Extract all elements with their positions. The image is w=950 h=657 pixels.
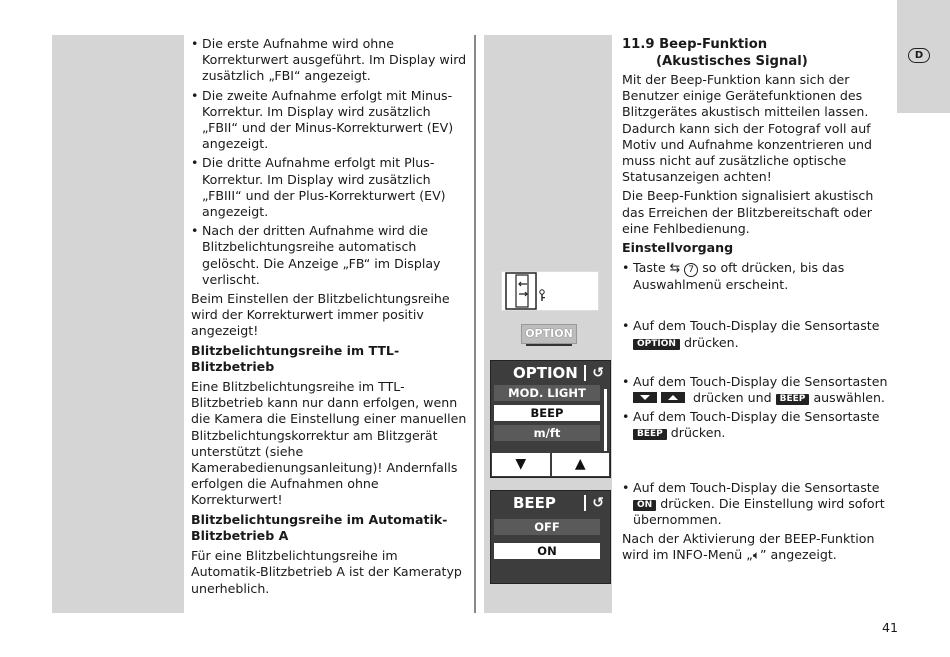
page-number: 41: [882, 620, 899, 635]
step-2: • Auf dem Touch-Display die Sensortaste OPTION drücken.: [622, 318, 898, 350]
scrollbar[interactable]: [604, 389, 607, 451]
option-tag: OPTION: [633, 339, 680, 350]
step-5: • Auf dem Touch-Display die Sensortaste ON drücken. Die Einstellung wird sofort übernommen.: [622, 480, 898, 529]
beep-tag: BEEP: [776, 394, 810, 405]
nav-up-button[interactable]: ▲: [552, 453, 610, 476]
nav-down-button[interactable]: ▼: [492, 453, 550, 476]
list-item: • Nach der dritten Aufnahme wird die Blitzbelichtungsreihe automatisch gelöscht. Die Anzeige „FB“ im Display verlischt.: [191, 223, 467, 288]
menu-item-mod-light[interactable]: MOD. LIGHT: [494, 385, 600, 401]
menu-item-mft[interactable]: m/ft: [494, 425, 600, 441]
heading-auto: Blitzbelichtungsreihe im Automatik-Blitzbetrieb A: [191, 511, 448, 543]
right-text-column: [622, 36, 898, 567]
heading-ttl: Blitzbelichtungsreihe im TTL-Blitzbetrieb: [191, 342, 400, 374]
step-4: • Auf dem Touch-Display die Sensortaste BEEP drücken.: [622, 409, 898, 441]
steps-list: [622, 318, 898, 350]
left-text-column: [191, 36, 467, 600]
nav-buttons: [491, 451, 610, 477]
panel-title: BEEP ↺: [491, 491, 610, 515]
beep-menu-panel: [490, 490, 611, 584]
step-3: • Auf dem Touch-Display die Sensortasten drücken und BEEP auswählen.: [622, 374, 898, 406]
circled-number: 7: [684, 263, 698, 277]
list-item: • Die erste Aufnahme wird ohne Korrekturwert ausgeführt. Im Display wird zusätzlich „FBI“ angezeigt.: [191, 36, 467, 85]
section-subtitle: (Akustisches Signal): [656, 54, 808, 69]
paragraph: Für eine Blitzbelichtungsreihe im Automatik-Blitzbetrieb A ist der Kameratyp unerheblich.: [191, 548, 462, 596]
list-item: • Die zweite Aufnahme erfolgt mit Minus-Korrektur. Im Display wird zusätzlich „FBII“ und der Minus-Korrekturwert (EV) angezeigt.: [191, 88, 467, 153]
step-1: • Taste ⇆ 7 so oft drücken, bis das Auswahlmenü erscheint.: [622, 260, 898, 293]
divider-bar: [584, 365, 586, 381]
arrow-up-icon: [661, 392, 685, 403]
on-tag: ON: [633, 500, 656, 511]
switch-icon: [502, 272, 598, 310]
section-title: 11.9 Beep-Funktion: [622, 37, 768, 52]
option-sensor-button[interactable]: OPTION: [521, 324, 577, 344]
menu-item-beep[interactable]: BEEP: [494, 405, 600, 421]
switch-arrows-icon: ⇆: [669, 260, 681, 276]
panel-title: OPTION ↺: [491, 361, 610, 385]
list-item: • Die dritte Aufnahme erfolgt mit Plus-Korrektur. Im Display wird zusätzlich „FBIII“ und der Plus-Korrekturwert (EV) angezeigt.: [191, 155, 467, 220]
back-icon[interactable]: ↺: [592, 495, 604, 511]
speaker-icon: 🔈︎: [752, 548, 761, 563]
menu-item-off[interactable]: OFF: [494, 519, 600, 535]
left-margin-bar: [52, 35, 184, 613]
divider-bar: [584, 495, 586, 511]
steps-list: [622, 480, 898, 529]
steps-list: [622, 260, 898, 293]
beep-tag: BEEP: [633, 429, 667, 440]
paragraph: Eine Blitzbelichtungsreihe im TTL-Blitzbetrieb kann nur dann erfolgen, wenn die Kamera die Einstellung einer manuellen Blitzbelichtungskorrektur am Blitzgerät unterstützt (siehe Kamerabedienungsanleitung)! Andernfalls erfolgen die Aufnahmen ohne Korrekturwert!: [191, 379, 467, 508]
paragraph: Mit der Beep-Funktion kann sich der Benutzer einige Gerätefunktionen des Blitzgerätes akustisch mitteilen lassen. Dadurch kann sich der Fotograf voll auf Motiv und Aufnahme konzentrieren und muss nicht auf zusätzliche optische Statusanzeigen achten!: [622, 72, 872, 185]
menu-item-on[interactable]: ON: [494, 543, 600, 559]
final-paragraph: Nach der Aktivierung der BEEP-Funktion wird im INFO-Menü „🔈︎” angezeigt.: [622, 531, 875, 563]
heading-einstellvorgang: Einstellvorgang: [622, 240, 734, 256]
paragraph: Beim Einstellen der Blitzbelichtungsreihe wird der Korrekturwert immer positiv angezeigt!: [191, 291, 450, 339]
paragraph: Die Beep-Funktion signalisiert akustisch das Erreichen der Blitzbereitschaft oder eine Fehlbedienung.: [622, 188, 874, 236]
mode-switch-illustration: [501, 271, 599, 311]
language-badge: D: [908, 48, 930, 63]
bullet-list: [191, 36, 467, 288]
column-divider: [474, 35, 476, 613]
steps-list: [622, 374, 898, 442]
back-icon[interactable]: ↺: [592, 365, 604, 381]
arrow-down-icon: [633, 392, 657, 403]
option-menu-panel: [490, 360, 611, 478]
